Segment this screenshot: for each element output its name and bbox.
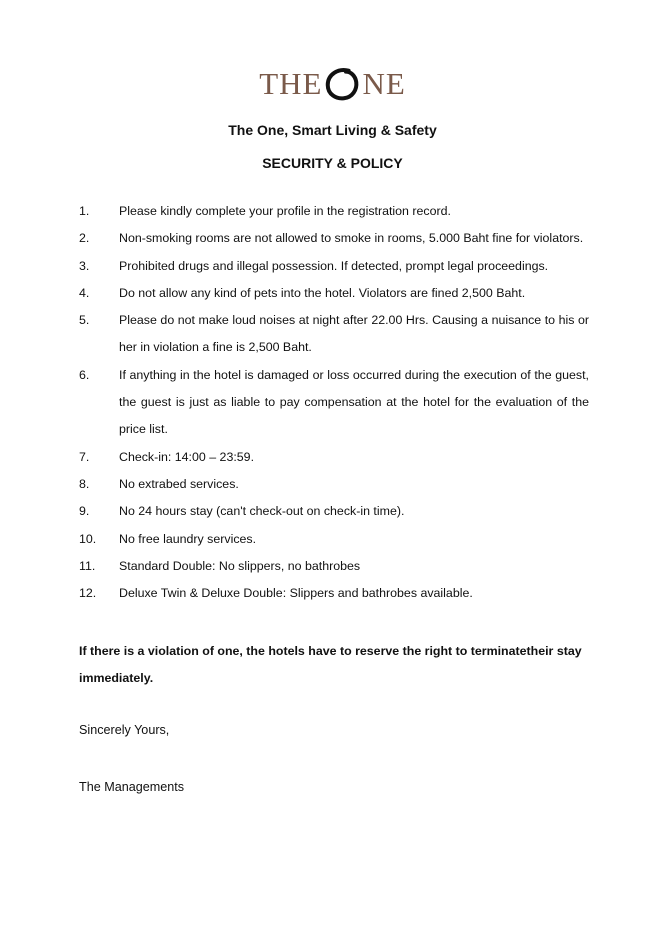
policy-item	[79, 362, 589, 444]
closing-salutation: Sincerely Yours,	[79, 723, 170, 737]
logo-text-right: NE	[362, 66, 406, 101]
policy-item	[79, 307, 589, 362]
policy-text: Do not allow any kind of pets into the hotel. Violators are fined 2,500 Baht.	[119, 285, 526, 300]
enso-circle-icon	[323, 65, 361, 103]
policy-number: 3.	[79, 258, 90, 273]
page-subtitle: SECURITY & POLICY	[262, 155, 403, 171]
policy-text: Non-smoking rooms are not allowed to smoke in rooms, 5.000 Baht fine for violators.	[119, 231, 584, 246]
policy-item	[79, 498, 589, 525]
policy-item	[79, 444, 589, 471]
policy-text: Check-in: 14:00 – 23:59.	[119, 449, 255, 464]
policy-number: 12.	[79, 586, 97, 601]
policy-item	[79, 553, 589, 580]
policy-item	[79, 253, 589, 280]
policy-number: 1.	[79, 204, 90, 218]
policy-item	[79, 198, 589, 225]
signature: The Managements	[79, 780, 185, 794]
policy-number: 11.	[79, 558, 96, 573]
violation-notice: If there is a violation of one, the hotels have to reserve the right to terminatetheir stay immediately.	[79, 644, 582, 685]
policy-text: No free laundry services.	[119, 531, 257, 546]
page-title: The One, Smart Living & Safety	[228, 122, 437, 138]
policy-number: 9.	[79, 504, 90, 519]
policy-number: 7.	[79, 449, 90, 464]
policy-number: 8.	[79, 476, 90, 491]
policy-text: Please kindly complete your profile in the registration record.	[119, 204, 451, 218]
policy-number: 10.	[79, 531, 97, 546]
policy-item	[79, 225, 589, 252]
policy-item	[79, 526, 589, 553]
policy-text: Prohibited drugs and illegal possession. If detected, prompt legal proceedings.	[119, 258, 549, 273]
policy-item	[79, 280, 589, 307]
logo-text-left: THE	[259, 66, 323, 101]
hotel-logo	[0, 64, 665, 104]
policy-number: 2.	[79, 231, 90, 246]
policy-item	[79, 580, 589, 607]
policy-text: If anything in the hotel is damaged or loss occurred during the execution of the guest, the guest is just as liable to pay compensation at the hotel for the evaluation of the price list.	[119, 367, 589, 437]
policy-item	[79, 471, 589, 498]
policy-number: 5.	[79, 313, 90, 328]
policy-text: Please do not make loud noises at night after 22.00 Hrs. Causing a nuisance to his or her in violation a fine is 2,500 Baht.	[119, 313, 589, 355]
policy-text: No 24 hours stay (can't check-out on check-in time).	[119, 504, 405, 519]
policy-number: 6.	[79, 367, 90, 382]
policy-text: Standard Double: No slippers, no bathrobes	[119, 558, 361, 573]
policy-text: No extrabed services.	[119, 476, 239, 491]
policy-list	[79, 198, 589, 607]
policy-text: Deluxe Twin & Deluxe Double: Slippers and bathrobes available.	[119, 586, 473, 601]
policy-number: 4.	[79, 285, 90, 300]
